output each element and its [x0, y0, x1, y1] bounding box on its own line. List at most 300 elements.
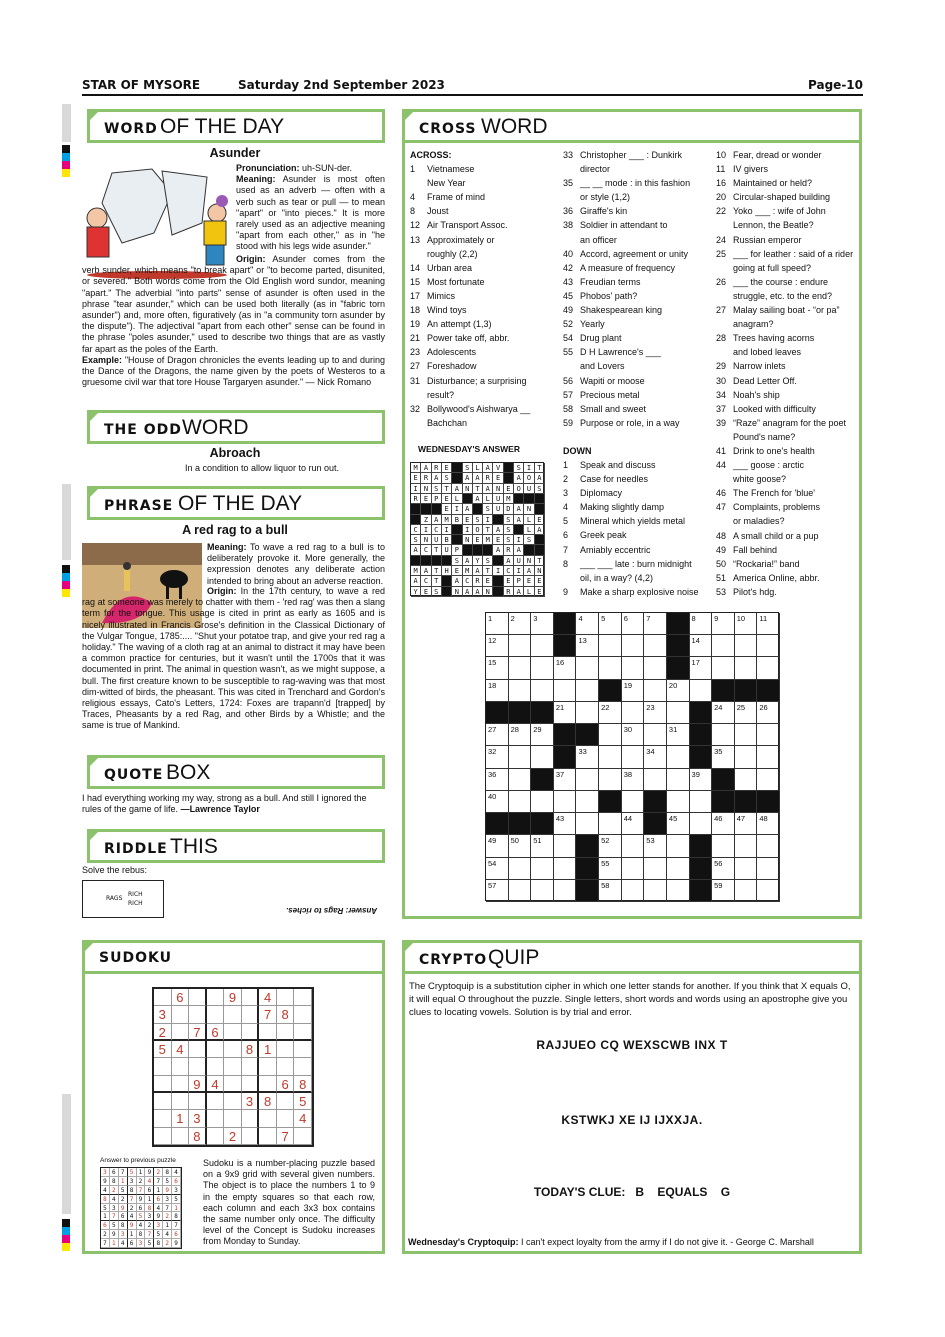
crossword-cell[interactable]	[531, 680, 554, 702]
crossword-cell[interactable]	[576, 791, 599, 813]
sudoku-empty-cell[interactable]	[172, 1006, 190, 1023]
crossword-cell[interactable]: 11	[757, 613, 780, 635]
crossword-cell[interactable]	[667, 702, 690, 724]
todays-clue: TODAY'S CLUE: B EQUALS G	[533, 1185, 731, 1199]
crossword-cell[interactable]	[576, 680, 599, 702]
sudoku-empty-cell[interactable]	[154, 1110, 172, 1127]
answer-letter: S	[504, 535, 514, 545]
answer-letter: A	[452, 576, 462, 586]
crossword-cell[interactable]	[735, 769, 758, 791]
sudoku-empty-cell[interactable]	[277, 1024, 295, 1041]
crossword-cell[interactable]	[599, 813, 622, 835]
sudoku-empty-cell[interactable]	[207, 1041, 225, 1058]
clue-text: Accord, agreement or unity	[580, 248, 689, 259]
sudoku-empty-cell[interactable]	[277, 1093, 295, 1110]
crossword-cell[interactable]	[599, 635, 622, 657]
crossword-cell[interactable]: 51	[531, 835, 554, 857]
answer-letter: C	[463, 576, 473, 586]
crossword-cell[interactable]	[576, 813, 599, 835]
crossword-cell[interactable]	[554, 835, 577, 857]
clue-text: Frame of mind	[427, 192, 486, 203]
clue-number: 30	[716, 375, 727, 386]
crossword-cell[interactable]: 20	[667, 680, 690, 702]
crossword-cell[interactable]: 53	[644, 835, 667, 857]
sudoku-empty-cell[interactable]	[277, 989, 295, 1006]
answer-letter: T	[483, 525, 493, 535]
clue-11	[716, 162, 856, 176]
clue-text: America Online, abbr.	[733, 572, 820, 583]
crossword-cell[interactable]	[757, 835, 780, 857]
crossword-cell[interactable]	[622, 702, 645, 724]
crossword-cell[interactable]: 23	[644, 702, 667, 724]
crossword-cell[interactable]	[576, 769, 599, 791]
clue-42	[563, 261, 713, 275]
sudoku-empty-cell[interactable]	[294, 989, 312, 1006]
crossword-cell[interactable]: 54	[486, 858, 509, 880]
crossword-cell[interactable]: 38	[622, 769, 645, 791]
crossword-cell[interactable]	[735, 657, 758, 679]
answer-letter: S	[535, 484, 545, 494]
answer-letter: S	[514, 463, 524, 473]
crossword-block	[644, 813, 667, 835]
registration-marks	[62, 565, 70, 597]
sudoku-empty-cell[interactable]	[172, 1128, 190, 1145]
crossword-cell[interactable]	[509, 791, 532, 813]
crossword-cell[interactable]	[554, 880, 577, 902]
wednesday-answer-grid	[410, 462, 544, 596]
crossword-cell[interactable]	[735, 858, 758, 880]
crossword-cell[interactable]	[644, 680, 667, 702]
previous-answer-digit: 8	[128, 1186, 137, 1195]
sudoku-empty-cell[interactable]	[224, 1093, 242, 1110]
answer-letter: T	[535, 463, 545, 473]
crossword-cell[interactable]	[644, 858, 667, 880]
crossword-block	[509, 702, 532, 724]
sudoku-empty-cell[interactable]	[154, 989, 172, 1006]
answer-letter: E	[442, 463, 452, 473]
crossword-cell[interactable]	[576, 657, 599, 679]
crossword-cell[interactable]	[622, 746, 645, 768]
crossword-cell[interactable]	[735, 835, 758, 857]
sudoku-empty-cell[interactable]	[242, 1006, 260, 1023]
answer-letter: M	[411, 566, 421, 576]
clue-text: Urban area	[427, 262, 473, 273]
crossword-cell[interactable]	[757, 657, 780, 679]
sudoku-empty-cell[interactable]	[242, 1110, 260, 1127]
crossword-cell[interactable]	[757, 858, 780, 880]
page-number: Page-10	[808, 78, 863, 92]
sudoku-empty-cell[interactable]	[242, 1128, 260, 1145]
crossword-cell[interactable]: 12	[486, 635, 509, 657]
sudoku-empty-cell[interactable]	[259, 1110, 277, 1127]
sudoku-empty-cell[interactable]	[207, 1093, 225, 1110]
clue-56	[563, 374, 713, 388]
previous-answer-digit: 4	[154, 1204, 163, 1213]
answer-letter: C	[504, 566, 514, 576]
sudoku-empty-cell[interactable]	[294, 1024, 312, 1041]
crossword-cell[interactable]: 8	[690, 613, 713, 635]
crossword-cell[interactable]: 6	[622, 613, 645, 635]
crossword-cell[interactable]	[644, 880, 667, 902]
sudoku-empty-cell[interactable]	[224, 1058, 242, 1075]
crossword-cell[interactable]: 25	[735, 702, 758, 724]
clue-text: Small and sweet	[580, 403, 647, 414]
clue-text: Amiably eccentric	[580, 544, 651, 555]
crossword-cell[interactable]	[735, 746, 758, 768]
clue-number	[716, 430, 733, 444]
word-of-day-word: Asunder	[209, 146, 261, 160]
clue-4	[563, 500, 713, 514]
crossword-cell[interactable]: 57	[486, 880, 509, 902]
answer-letter: A	[463, 504, 473, 514]
previous-answer-digit: 2	[145, 1221, 154, 1230]
crossword-cell[interactable]	[690, 680, 713, 702]
sudoku-empty-cell[interactable]	[154, 1128, 172, 1145]
crossword-cell[interactable]: 48	[757, 813, 780, 835]
sudoku-empty-cell[interactable]	[242, 989, 260, 1006]
sudoku-empty-cell[interactable]	[224, 1024, 242, 1041]
answer-letter: B	[452, 515, 462, 525]
crossword-cell[interactable]: 30	[622, 724, 645, 746]
clue-19	[410, 317, 560, 331]
crossword-cell[interactable]: 50	[509, 835, 532, 857]
crossword-cell[interactable]: 2	[509, 613, 532, 635]
crossword-cell[interactable]	[667, 858, 690, 880]
sudoku-empty-cell[interactable]	[172, 1058, 190, 1075]
answer-letter: A	[483, 484, 493, 494]
crossword-cell[interactable]	[712, 835, 735, 857]
sudoku-empty-cell[interactable]	[277, 1058, 295, 1075]
clue-number: 56	[563, 375, 574, 386]
crossword-cell[interactable]: 35	[712, 746, 735, 768]
answer-letter: U	[493, 504, 503, 514]
previous-answer-digit: 2	[128, 1204, 137, 1213]
crossword-cell[interactable]: 14	[690, 635, 713, 657]
crossword-cell[interactable]	[531, 791, 554, 813]
clue-text: Drug plant	[580, 333, 622, 344]
sudoku-empty-cell[interactable]	[277, 1110, 295, 1127]
crossword-cell[interactable]: 36	[486, 769, 509, 791]
clue-number: 21	[410, 333, 421, 344]
sudoku-empty-cell[interactable]	[259, 1076, 277, 1093]
crossword-cell[interactable]	[531, 746, 554, 768]
crossword-cell[interactable]	[531, 635, 554, 657]
clue-text: Precious metal	[580, 389, 640, 400]
answer-letter: U	[442, 545, 452, 555]
crossword-cell[interactable]	[622, 791, 645, 813]
clue-number: 46	[716, 488, 727, 499]
clue-number: 4	[563, 502, 569, 513]
crossword-cell[interactable]	[599, 724, 622, 746]
crossword-cell[interactable]	[667, 791, 690, 813]
crossword-cell[interactable]: 46	[712, 813, 735, 835]
crossword-cell[interactable]	[757, 880, 780, 902]
crossword-cell[interactable]: 37	[554, 769, 577, 791]
sudoku-empty-cell[interactable]	[294, 1058, 312, 1075]
sudoku-empty-cell[interactable]	[172, 1093, 190, 1110]
clue-text: __ __ mode : in this fashion	[580, 178, 691, 189]
crossword-cell[interactable]: 16	[554, 657, 577, 679]
answer-letter: P	[432, 494, 442, 504]
crossword-cell[interactable]	[644, 635, 667, 657]
sudoku-empty-cell[interactable]	[242, 1076, 260, 1093]
crossword-cell[interactable]	[644, 769, 667, 791]
crossword-cell[interactable]	[735, 635, 758, 657]
crossword-cell[interactable]	[735, 724, 758, 746]
crossword-cell[interactable]	[667, 769, 690, 791]
clue-59	[563, 416, 713, 430]
crossword-cell[interactable]	[531, 858, 554, 880]
previous-answer-digit: 3	[137, 1239, 146, 1248]
previous-answer-digit: 6	[110, 1168, 119, 1177]
answer-block	[535, 494, 545, 504]
crossword-cell[interactable]: 59	[712, 880, 735, 902]
crossword-cell[interactable]: 52	[599, 835, 622, 857]
crossword-cell[interactable]	[509, 657, 532, 679]
previous-answer-digit: 6	[172, 1177, 181, 1186]
crossword-cell[interactable]: 4	[576, 613, 599, 635]
crossword-cell[interactable]: 21	[554, 702, 577, 724]
sudoku-grid[interactable]	[152, 987, 314, 1147]
answer-letter: S	[442, 473, 452, 483]
crossword-cell[interactable]	[509, 746, 532, 768]
crossword-cell[interactable]	[644, 724, 667, 746]
answer-letter: E	[504, 576, 514, 586]
answer-letter: A	[411, 576, 421, 586]
crossword-cell[interactable]	[712, 635, 735, 657]
sudoku-empty-cell[interactable]	[207, 1006, 225, 1023]
clue-4	[410, 190, 560, 204]
previous-answer-digit: 5	[110, 1221, 119, 1230]
sudoku-empty-cell[interactable]	[189, 989, 207, 1006]
crossword-cell[interactable]: 22	[599, 702, 622, 724]
sudoku-empty-cell[interactable]	[294, 1128, 312, 1145]
crossword-cell[interactable]: 56	[712, 858, 735, 880]
crossword-cell[interactable]	[576, 702, 599, 724]
sudoku-empty-cell[interactable]	[224, 1006, 242, 1023]
answer-letter: E	[442, 494, 452, 504]
crossword-cell[interactable]: 43	[554, 813, 577, 835]
crossword-cell[interactable]	[644, 657, 667, 679]
answer-letter: R	[411, 494, 421, 504]
clue-number: 40	[563, 248, 574, 259]
sudoku-empty-cell[interactable]	[172, 1076, 190, 1093]
crossword-cell[interactable]: 39	[690, 769, 713, 791]
sudoku-empty-cell[interactable]	[294, 1006, 312, 1023]
answer-letter: E	[535, 587, 545, 597]
crossword-cell[interactable]: 10	[735, 613, 758, 635]
sudoku-empty-cell[interactable]	[172, 1024, 190, 1041]
crossword-cell[interactable]	[622, 657, 645, 679]
sudoku-empty-cell[interactable]	[154, 1093, 172, 1110]
crossword-cell[interactable]	[690, 813, 713, 835]
crossword-cell[interactable]: 9	[712, 613, 735, 635]
clue-26	[716, 275, 856, 289]
riddle-heading: RIDDLE THIS	[87, 829, 385, 863]
sudoku-empty-cell[interactable]	[207, 989, 225, 1006]
cryptoquip-intro: The Cryptoquip is a substitution cipher in which one letter stands for another. If you think that X equals O, it will equal O throughout the puzzle. Single letters, short words and words using an apostrophe give you clues to locating vowels. Solution is by trial and error.	[409, 981, 851, 1018]
answer-letter: S	[452, 556, 462, 566]
sudoku-empty-cell[interactable]	[207, 1058, 225, 1075]
answer-letter: A	[463, 473, 473, 483]
crossword-cell[interactable]: 7	[644, 613, 667, 635]
crossword-cell[interactable]	[554, 858, 577, 880]
crossword-cell[interactable]: 28	[509, 724, 532, 746]
clue-number: 16	[716, 178, 727, 189]
crossword-cell[interactable]: 5	[599, 613, 622, 635]
crossword-cell[interactable]: 55	[599, 858, 622, 880]
answer-letter: U	[493, 494, 503, 504]
crossword-cell[interactable]	[531, 880, 554, 902]
clue-35	[563, 176, 713, 190]
sudoku-empty-cell[interactable]	[154, 1076, 172, 1093]
clue-text: Power take off, abbr.	[427, 333, 510, 344]
crossword-cell[interactable]	[509, 880, 532, 902]
clue-text: Fear, dread or wonder	[733, 150, 822, 160]
clue-text: Christopher ___ : Dunkirk	[580, 150, 683, 160]
crossword-cell[interactable]	[554, 791, 577, 813]
crossword-cell[interactable]: 33	[576, 746, 599, 768]
crossword-cell[interactable]: 45	[667, 813, 690, 835]
crossword-cell[interactable]: 40	[486, 791, 509, 813]
sudoku-empty-cell[interactable]	[189, 1006, 207, 1023]
previous-answer-digit: 4	[119, 1239, 128, 1248]
crossword-block	[576, 858, 599, 880]
previous-answer-label: Answer to previous puzzle	[100, 1157, 176, 1164]
crossword-cell[interactable]	[622, 880, 645, 902]
sudoku-empty-cell[interactable]	[294, 1041, 312, 1058]
crossword-cell[interactable]: 44	[622, 813, 645, 835]
crossword-cell[interactable]	[690, 791, 713, 813]
crossword-cell[interactable]: 49	[486, 835, 509, 857]
clue-number: 4	[410, 192, 416, 203]
sudoku-empty-cell[interactable]	[189, 1041, 207, 1058]
crossword-cell[interactable]	[712, 657, 735, 679]
crossword-cell[interactable]: 17	[690, 657, 713, 679]
crossword-cell[interactable]: 19	[622, 680, 645, 702]
sudoku-empty-cell[interactable]	[207, 1110, 225, 1127]
crossword-cell[interactable]: 24	[712, 702, 735, 724]
answer-letter: M	[483, 535, 493, 545]
sudoku-empty-cell[interactable]	[242, 1058, 260, 1075]
crossword-cell[interactable]	[757, 769, 780, 791]
sudoku-given: 6	[277, 1076, 295, 1093]
cipher-line-1: RAJJUEO CQ WEXSCWB INX T	[536, 1038, 728, 1052]
crossword-cell[interactable]: 58	[599, 880, 622, 902]
sudoku-given: 4	[259, 989, 277, 1006]
answer-letter: T	[432, 566, 442, 576]
previous-answer-digit: 5	[145, 1239, 154, 1248]
crossword-cell[interactable]	[667, 880, 690, 902]
crossword-cell[interactable]	[712, 724, 735, 746]
sudoku-given: 2	[154, 1024, 172, 1041]
answer-letter: S	[524, 535, 534, 545]
answer-block	[504, 463, 514, 473]
crossword-cell[interactable]	[667, 835, 690, 857]
crossword-cell[interactable]	[622, 835, 645, 857]
answer-letter: N	[524, 556, 534, 566]
crossword-cell[interactable]: 18	[486, 680, 509, 702]
sudoku-empty-cell[interactable]	[242, 1024, 260, 1041]
previous-answer-digit: 1	[110, 1239, 119, 1248]
clue-17	[410, 289, 560, 303]
answer-block	[411, 504, 421, 514]
answer-letter: A	[432, 473, 442, 483]
crossword-cell[interactable]	[599, 746, 622, 768]
previous-answer-digit: 4	[137, 1221, 146, 1230]
sudoku-given: 7	[189, 1024, 207, 1041]
side-bar	[62, 484, 71, 560]
crossword-cell[interactable]	[599, 657, 622, 679]
crossword-cell[interactable]: 1	[486, 613, 509, 635]
sudoku-empty-cell[interactable]	[277, 1041, 295, 1058]
crossword-cell[interactable]: 27	[486, 724, 509, 746]
sudoku-empty-cell[interactable]	[207, 1128, 225, 1145]
crossword-cell[interactable]	[757, 746, 780, 768]
crossword-cell[interactable]	[735, 880, 758, 902]
crossword-cell[interactable]	[509, 858, 532, 880]
sudoku-empty-cell[interactable]	[259, 1128, 277, 1145]
crossword-cell[interactable]	[757, 635, 780, 657]
sudoku-empty-cell[interactable]	[154, 1058, 172, 1075]
clue-text: Disturbance; a surprising	[427, 375, 527, 386]
sudoku-empty-cell[interactable]	[189, 1058, 207, 1075]
crossword-cell[interactable]	[554, 680, 577, 702]
crossword-cell[interactable]: 47	[735, 813, 758, 835]
crossword-cell[interactable]	[757, 724, 780, 746]
crossword-cell[interactable]: 3	[531, 613, 554, 635]
crossword-cell[interactable]	[622, 858, 645, 880]
crossword-cell[interactable]	[509, 680, 532, 702]
clue-text: anagram?	[733, 319, 774, 330]
crossword-cell[interactable]	[531, 657, 554, 679]
crossword-cell[interactable]	[509, 635, 532, 657]
crossword-cell[interactable]	[509, 769, 532, 791]
crossword-cell[interactable]	[622, 635, 645, 657]
crossword-cell[interactable]: 34	[644, 746, 667, 768]
answer-letter: E	[442, 504, 452, 514]
sudoku-empty-cell[interactable]	[189, 1093, 207, 1110]
sudoku-empty-cell[interactable]	[224, 1041, 242, 1058]
previous-answer-digit: 6	[128, 1239, 137, 1248]
answer-letter: U	[514, 556, 524, 566]
crossword-block	[531, 769, 554, 791]
sudoku-empty-cell[interactable]	[224, 1076, 242, 1093]
clue-number: 36	[563, 206, 574, 217]
crossword-cell[interactable]: 26	[757, 702, 780, 724]
clue-number	[410, 388, 427, 402]
crossword-cell[interactable]: 29	[531, 724, 554, 746]
crossword-cell[interactable]	[667, 746, 690, 768]
answer-letter: A	[432, 515, 442, 525]
sudoku-empty-cell[interactable]	[259, 1058, 277, 1075]
crossword-block	[712, 791, 735, 813]
crossword-cell[interactable]: 31	[667, 724, 690, 746]
sudoku-empty-cell[interactable]	[259, 1024, 277, 1041]
crossword-cell[interactable]	[599, 769, 622, 791]
sudoku-empty-cell[interactable]	[224, 1110, 242, 1127]
clue-number: 45	[563, 290, 574, 301]
crossword-cell[interactable]: 15	[486, 657, 509, 679]
crossword-cell[interactable]: 13	[576, 635, 599, 657]
previous-answer-digit: 8	[137, 1230, 146, 1239]
answer-letter: E	[411, 473, 421, 483]
answer-letter: S	[483, 504, 493, 514]
crossword-block	[599, 680, 622, 702]
clue-18	[410, 303, 560, 317]
clue-text: Noah's ship	[733, 389, 780, 400]
crossword-cell[interactable]: 32	[486, 746, 509, 768]
